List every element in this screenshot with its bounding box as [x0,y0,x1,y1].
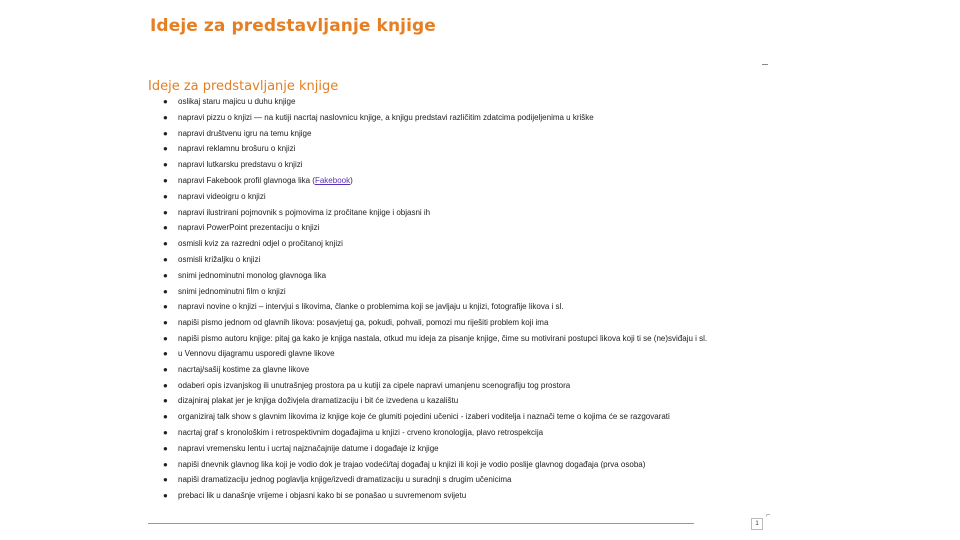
list-item: ● napiši pismo autoru knjige: pitaj ga kako je knjiga nastala, otkud mu ideja za pisanje knjige, čime su motivirani postupci likova koji ti se (ne)sviđaju i sl. [163,333,708,343]
list-item: ● napravi društvenu igru na temu knjige [148,126,766,142]
bullet-icon: ● [163,491,168,501]
bullet-icon: ● [163,144,168,154]
list-item: ● napravi reklamnu brošuru o knjizi [148,141,766,157]
list-item: ● napravi novine o knjizi – intervjui s likovima, članke o problemima koji se javljaju u knjizi, fotografije likova i sl. [148,299,766,315]
bullet-icon: ● [163,223,168,233]
bullet-icon: ● [163,427,168,437]
list-item: ● napravi Fakebook profil glavnoga lika (Fakebook) [148,173,766,189]
list-item: ● nacrtaj graf s kronološkim i retrospektivnim događajima u knjizi - crveno kronologija, plavo retrospekcija [148,425,766,441]
page-number-box: 1 [751,518,763,530]
list-item: ● prebaci lik u današnje vrijeme i objasni kako bi se ponašao u suvremenom svijetu [148,488,766,504]
bullet-icon: ● [163,270,168,280]
bullet-icon: ● [163,318,168,328]
ideas-list [148,94,766,504]
bullet-icon: ● [163,112,168,122]
list-item: ● napiši pismo jednom od glavnih likova: posavjetuj ga, pokudi, pohvali, pomozi mu riješiti problem koji ima [148,315,766,331]
list-item: ● snimi jednominutni film o knjizi [148,284,766,300]
bullet-icon: ● [163,302,168,312]
bullet-icon: ● [163,380,168,390]
document-page [148,78,766,524]
bullet-icon: ● [163,286,168,296]
bullet-icon: ● [163,333,168,343]
bullet-icon: ● [163,443,168,453]
bullet-icon: ● [163,97,168,106]
list-item: ● oslikaj staru majicu u duhu knjige [148,94,766,110]
bullet-icon: ● [163,412,168,422]
bullet-icon: ● [163,239,168,249]
list-item: ● napravi pizzu o knjizi — na kutiji nacrtaj naslovnicu knjige, a knjigu predstavi različitim zdatcima podijeljenima u kriške [148,110,766,126]
bullet-icon: ● [163,348,168,358]
list-item: ● napravi ilustrirani pojmovnik s pojmovima iz pročitane knjige i objasni ih [148,205,766,221]
list-item: ● odaberi opis izvanjskog ili unutrašnjeg prostora pa u kutiji za cipele napravi umanjenu scenografiju tog prostora [148,378,766,394]
list-item: ● dizajniraj plakat jer je knjiga doživjela dramatizaciju i bit će izvedena u kazalištu [148,393,766,409]
list-item: ● napiši dramatizaciju jednog poglavlja knjige/izvedi dramatizaciju u suradnji s drugim učenicima [148,472,766,488]
bullet-icon: ● [163,175,168,185]
page-corner-mark [762,64,768,65]
list-item: ● napiši dnevnik glavnog lika koji je vodio dok je trajao vodeći/taj događaj u knjizi ili koji je vodio poslije glavnog događaja (prva osoba) [148,457,766,473]
list-item: ● organiziraj talk show s glavnim likovima iz knjige koje će glumiti pojedini učenici - izaberi voditelja i naznači teme o kojima će se razgovarati [148,409,766,425]
document-heading: Ideje za predstavljanje knjige [148,79,339,94]
list-item: ● napravi videoigru o knjizi [148,189,766,205]
bullet-icon: ● [163,191,168,201]
list-item: ● napravi PowerPoint prezentaciju o knjizi [148,220,766,236]
bullet-icon: ● [163,475,168,485]
bullet-icon: ● [163,254,168,264]
list-item: ● u Vennovu dijagramu usporedi glavne likove [148,346,766,362]
bullet-icon: ● [163,128,168,138]
list-item: ● osmisli kviz za razredni odjel o pročitanoj knjizi [148,236,766,252]
fakebook-link[interactable]: Fakebook [314,175,351,185]
bullet-icon: ● [163,160,168,170]
list-item: ● napravi vremensku lentu i ucrtaj najznačajnije datume i događaje iz knjige [148,441,766,457]
bullet-icon: ● [163,396,168,406]
bullet-icon: ● [163,364,168,374]
list-item: ● osmisli križaljku o knjizi [148,252,766,268]
list-item: ● snimi jednominutni monolog glavnoga lika [148,268,766,284]
page-corner-tick: ⌐ [766,512,771,519]
page-bottom-rule [148,523,694,524]
list-item: ● nacrtaj/sašij kostime za glavne likove [148,362,766,378]
slide-title: Ideje za predstavljanje knjige [150,16,436,36]
bullet-icon: ● [163,459,168,469]
list-item: ● napravi lutkarsku predstavu o knjizi [148,157,766,173]
bullet-icon: ● [163,207,168,217]
